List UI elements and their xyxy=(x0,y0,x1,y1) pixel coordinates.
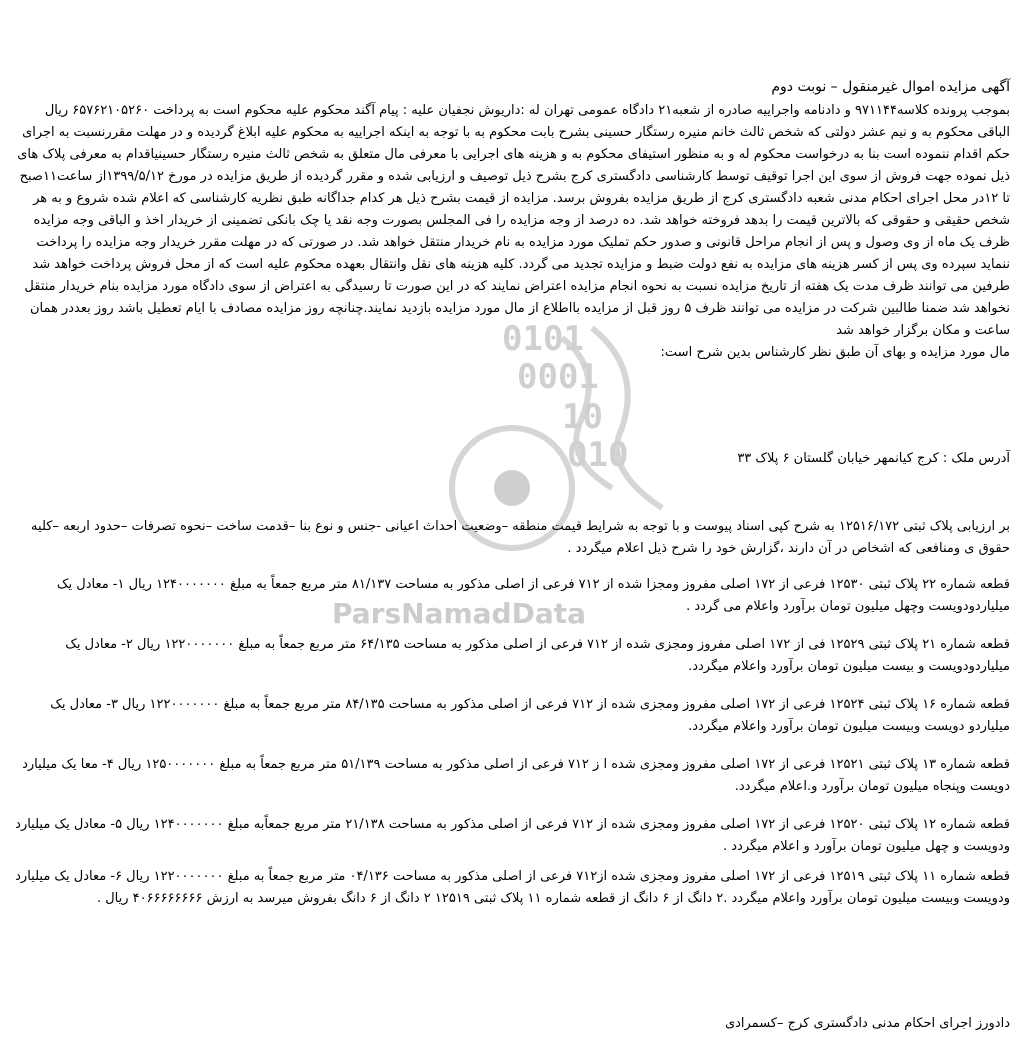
property-address: آدرس ملک : کرج کیانمهر خیابان گلستان ۶ پلاک ۳۳ xyxy=(737,451,1010,466)
notice-body: بموجب پرونده کلاسه۹۷۱۱۴۴ و دادنامه واجراییه صادره از شعبه۲۱ دادگاه عمومی تهران له :داریوش نجفیان علیه : پیام آگند محکوم علیه محکوم است به پرداخت ۶۵۷۶۲۱۰۵۲۶۰ ریال الباقی محکوم به و نیم عشر دولتی که شخص ثالث خانم منیره رستگار حسینی بشرح بابت محکوم به با توجه به اینکه اجراییه به محکوم علیه ابلاغ گردیده و در مهلت مقررنسبت به اجرای حکم اقدام ننموده است بنا به درخواست محکوم له و به منظور استیفای محکوم به و هزینه های اجرایی با معرفی مال متعلق به شخص ثالث منیره رستگار حسینیاقدام به معرفی پلاک های ذیل نموده جهت فروش از سوی این اجرا توقیف توسط کارشناسی دادگستری کرج بشرح ذیل توصیف و ارزیابی شده و مقرر گردیده از طریق مزایده در مورخ ۱۳۹۹/۵/۱۲از ساعت۱۱صبح تا ۱۲در محل اجرای احکام مدنی شعبه دادگستری کرج از طریق مزایده بفروش برسد. مزایده از قیمت بشرح ذیل هر کدام جداگانه طبق نظریه کارشناسی که اعلام شده شروع و به هر شخص حقیقی و حقوقی که بالاترین قیمت را بدهد فروخته خواهد شد. ده درصد از وجه مزایده را فی المجلس بصورت وجه نقد یا چک بانکی تضمینی از خریدار اخذ و الباقی وجه مزایده ظرف یک ماه از وی وصول و پس از انجام مراحل قانونی و صدور حکم تملیک مورد مزایده به نام خریدار منتقل خواهد شد. در صورتی که در مهلت مقرر خریدار وجه مزایده را پرداخت ننماید سپرده وی پس از کسر هزینه های مزایده به نفع دولت ضبط و مزایده تجدید می گردد. کلیه هزینه های نقل وانتقال بعهده محکوم علیه است که از محل فروش پرداخت خواهد شد طرفین می توانند ظرف مدت یک هفته از تاریخ مزایده نسبت به نحوه انجام مزایده اعتراض نمایند که در این صورت تا رسیدگی به اعتراض از سوی دادگاه مورد مزایده بنام خریدار منتقل نخواهد شد ضمنا طالبین شرکت در مزایده می توانند ظرف ۵ روز قبل از مزایده بااطلاع از مال مورد مزایده بازدید نمایند.چنانچه روز مزایده مصادف با ایام تعطیل باشد روز بعددر همان ساعت و مکان برگزار خواهد شد xyxy=(17,103,1010,338)
notice-intro: مال مورد مزایده و بهای آن طبق نظر کارشناس بدین شرح است: xyxy=(660,345,1010,360)
list-item: قطعه شماره ۱۳ پلاک ثبتی ۱۲۵۲۱ فرعی از ۱۷۲ اصلی مفروز ومجزی شده ا ز ۷۱۲ فرعی از اصلی مذکور به مساحت ۵۱/۱۳۹ متر مربع جمعاً به مبلغ ۱۲۵۰۰۰۰۰۰۰ ریال ۴- معا یک میلیارد دویست وپنجاه میلیون تومان برآورد و.اعلام میگردد. xyxy=(22,757,1010,794)
signature: دادورز اجرای احکام مدنی دادگستری کرج –کسمرادی xyxy=(724,1016,1010,1031)
watermark-digits-4: 010 xyxy=(567,435,629,475)
list-item: قطعه شماره ۱۱ پلاک ثبتی ۱۲۵۱۹ فرعی از ۱۷۲ اصلی مفروز ومجزی شده از۷۱۲ فرعی از اصلی مذکور به مساحت ۰۴/۱۳۶ متر مربع جمعاً به مبلغ ۱۲۲۰۰۰۰۰۰۰ ریال ۶- معادل یک میلیارد ودویست وبیست میلیون تومان برآورد واعلام میگردد .۲ دانگ از ۶ دانگ از قطعه شماره ۱۱ پلاک ثبتی ۱۲۵۱۹ ۲ دانگ از ۶ دانگ بفروش میرسد به ارزش ۴۰۶۶۶۶۶۶۶۶ ریال . xyxy=(15,869,1010,906)
list-item: قطعه شماره ۱۲ پلاک ثبتی ۱۲۵۲۰ فرعی از ۱۷۲ اصلی مفروز ومجزی شده از ۷۱۲ فرعی از اصلی مذکور به مساحت ۲۱/۱۳۸ متر مربع جمعاًبه مبلغ ۱۲۴۰۰۰۰۰۰۰ ریال ۵- معادل یک میلیارد ودویست و چهل میلیون تومان برآورد و اعلام میگردد . xyxy=(15,817,1010,854)
list-item: قطعه شماره ۱۶ پلاک ثبتی ۱۲۵۲۴ فرعی از ۱۷۲ اصلی مفروز ومجزی شده از ۷۱۲ فرعی از اصلی مذکور به مساحت ۸۴/۱۳۵ متر مربع جمعاً به مبلغ ۱۲۲۰۰۰۰۰۰۰ ریال ۳- معادل یک میلیاردو دویست وبیست میلیون تومان برآورد واعلام میگردد. xyxy=(50,697,1010,734)
list-item: قطعه شماره ۲۲ پلاک ثبتی ۱۲۵۳۰ فرعی از ۱۷۲ اصلی مفروز ومجزا شده از ۷۱۲ فرعی از اصلی مذکور به مساحت ۸۱/۱۳۷ متر مربع جمعاً به مبلغ ۱۲۴۰۰۰۰۰۰۰ ریال ۱- معادل یک میلیاردودویست وچهل میلیون تومان برآورد واعلام می گردد . xyxy=(56,577,1010,614)
watermark-digits-2: 0001 xyxy=(517,357,599,397)
watermark-brand: ParsNamadData xyxy=(332,597,586,630)
notice-title: آگهی مزایده اموال غیرمنقول – نوبت دوم xyxy=(771,79,1010,95)
list-item: قطعه شماره ۲۱ پلاک ثبتی ۱۲۵۲۹ فی از ۱۷۲ اصلی مفروز ومجزی شده از ۷۱۲ فرعی از اصلی مذکور به مساحت ۶۴/۱۳۵ متر مربع جمعاً به مبلغ ۱۲۲۰۰۰۰۰۰۰ ریال ۲- معادل یک میلیاردودویست و بیست میلیون تومان برآورد واعلام میگردد. xyxy=(65,637,1010,674)
watermark-digits-3: 10 xyxy=(562,397,603,437)
watermark-digits-1: 0101 xyxy=(502,319,584,359)
evaluation-text: بر ارزیابی پلاک ثبتی ۱۲۵۱۶/۱۷۲ به شرح کپی اسناد پیوست و با توجه به شرایط قیمت منطقه –وضعیت احداث اعیانی -جنس و نوع بنا –قدمت ساخت –نحوه تصرفات –حدود اربعه –کلیه حقوق ی ومنافعی که اشخاص در آن دارند ،گزارش خود را شرح ذیل اعلام میگردد . xyxy=(31,519,1010,556)
